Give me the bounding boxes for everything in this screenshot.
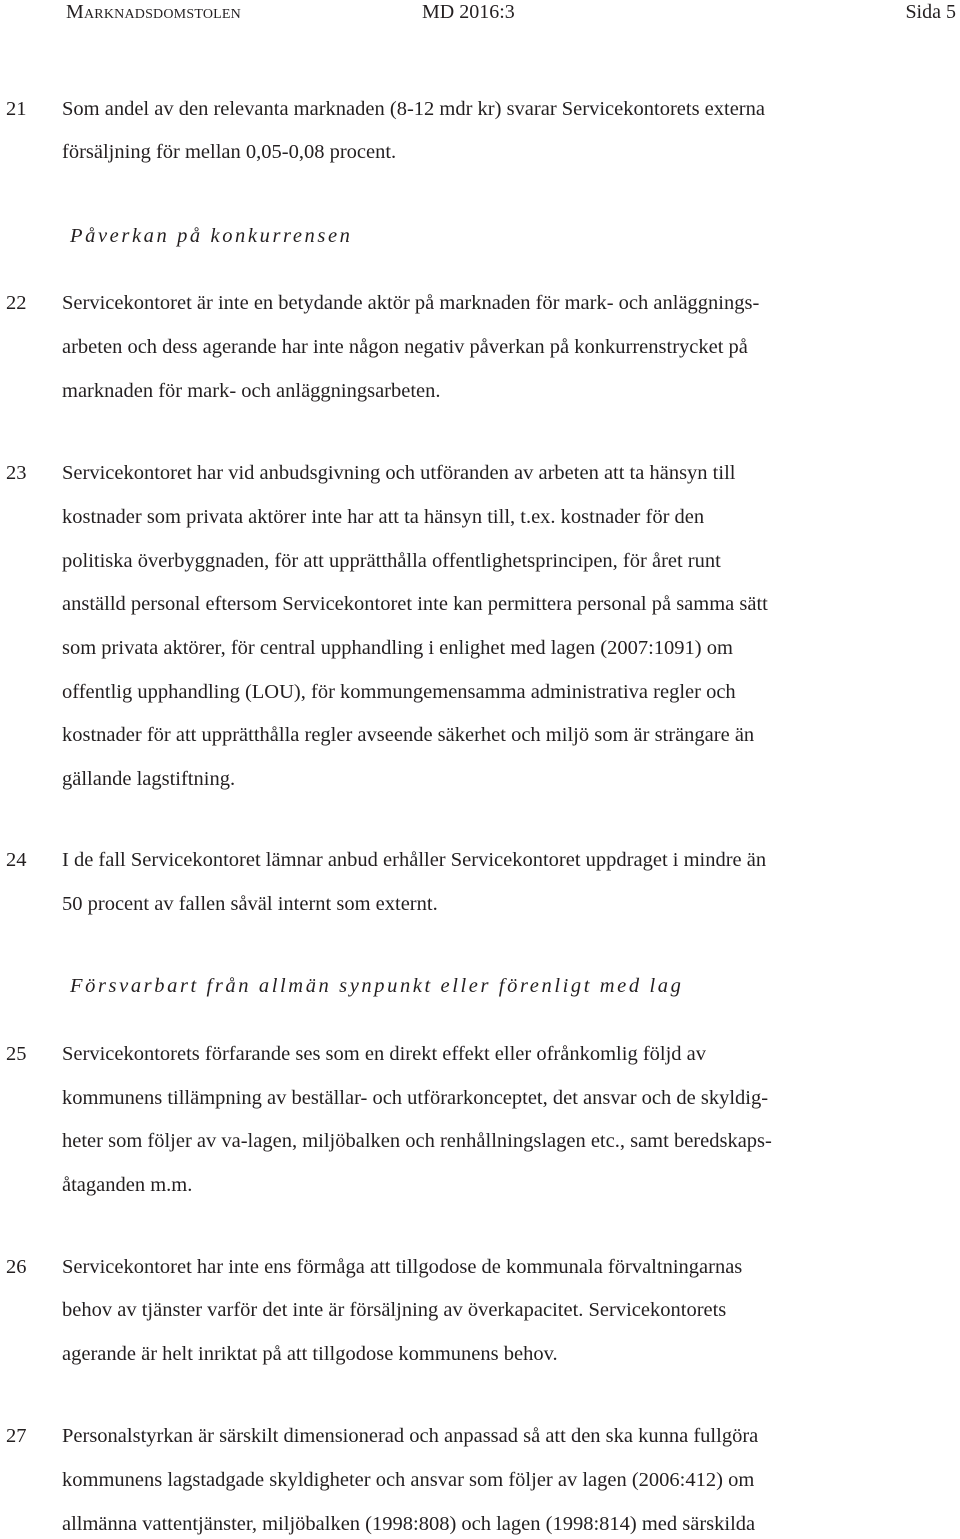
text-line: marknaden för mark- och anläggningsarbeten. <box>62 380 441 402</box>
text-line: 50 procent av fallen såväl internt som externt. <box>62 893 438 915</box>
text-line: Som andel av den relevanta marknaden (8-12 mdr kr) svarar Servicekontorets externa <box>62 98 765 120</box>
text-line: kostnader som privata aktörer inte har att ta hänsyn till, t.ex. kostnader för den <box>62 506 705 528</box>
paragraph-number: 22 <box>6 292 27 314</box>
text-line: kommunens tillämpning av beställar- och utförarkonceptet, det ansvar och de skyldig- <box>62 1087 769 1109</box>
text-line: heter som följer av va-lagen, miljöbalken och renhållningslagen etc., samt beredskaps- <box>62 1130 772 1152</box>
text-line: försäljning för mellan 0,05-0,08 procent. <box>62 141 397 163</box>
text-line: gällande lagstiftning. <box>62 768 236 790</box>
paragraph-number: 24 <box>6 849 27 871</box>
text-line: Servicekontoret har vid anbudsgivning och utföranden av arbeten att ta hänsyn till <box>62 462 736 484</box>
text-line: Servicekontoret är inte en betydande aktör på marknaden för mark- och anläggnings- <box>62 292 760 314</box>
text-line: Personalstyrkan är särskilt dimensionerad och anpassad så att den ska kunna fullgöra <box>62 1425 759 1447</box>
text-line: kommunens lagstadgade skyldigheter och ansvar som följer av lagen (2006:412) om <box>62 1469 755 1491</box>
text-line: kostnader för att upprätthålla regler avseende säkerhet och miljö som är strängare än <box>62 724 755 746</box>
text-line: Servicekontorets förfarande ses som en direkt effekt eller ofrånkomlig följd av <box>62 1043 707 1065</box>
paragraph-number: 23 <box>6 462 27 484</box>
text-line: som privata aktörer, för central upphandling i enlighet med lagen (2007:1091) om <box>62 637 733 659</box>
text-line: anställd personal eftersom Servicekontoret inte kan permittera personal på samma sätt <box>62 593 768 615</box>
paragraph-number: 26 <box>6 1256 27 1278</box>
text-line: åtaganden m.m. <box>62 1174 193 1196</box>
text-line: behov av tjänster varför det inte är försäljning av överkapacitet. Servicekontorets <box>62 1299 727 1321</box>
text-line: arbeten och dess agerande har inte någon negativ påverkan på konkurrenstrycket på <box>62 336 748 358</box>
text-line: offentlig upphandling (LOU), för kommungemensamma administrativa regler och <box>62 681 736 703</box>
section-heading-justification: Försvarbart från allmän synpunkt eller förenligt med lag <box>70 975 684 997</box>
paragraph-number: 21 <box>6 98 27 120</box>
page-number: Sida 5 <box>905 1 956 23</box>
text-line: agerande är helt inriktat på att tillgodose kommunens behov. <box>62 1343 558 1365</box>
text-line: Servicekontoret har inte ens förmåga att tillgodose de kommunala förvaltningarnas <box>62 1256 743 1278</box>
case-number: MD 2016:3 <box>422 1 515 23</box>
page-header <box>0 0 960 30</box>
court-name: Marknadsdomstolen <box>66 1 241 23</box>
text-line: allmänna vattentjänster, miljöbalken (1998:808) och lagen (1998:814) med särskilda <box>62 1513 756 1535</box>
paragraph-number: 27 <box>6 1425 27 1447</box>
section-heading-competition: Påverkan på konkurrensen <box>70 225 353 247</box>
text-line: I de fall Servicekontoret lämnar anbud erhåller Servicekontoret uppdraget i mindre än <box>62 849 767 871</box>
paragraph-number: 25 <box>6 1043 27 1065</box>
text-line: politiska överbyggnaden, för att upprätthålla offentlighetsprincipen, för året runt <box>62 550 721 572</box>
